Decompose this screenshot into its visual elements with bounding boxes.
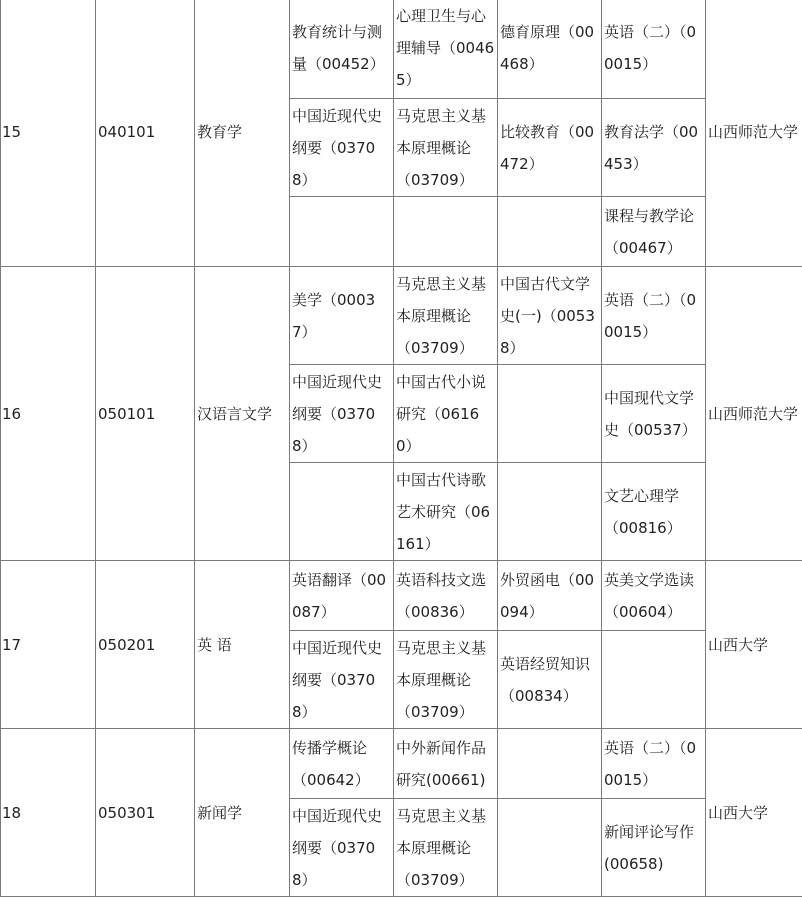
course-cell: 中国近现代史纲要（03708） (290, 365, 394, 463)
course-cell (498, 463, 602, 561)
host-school: 山西师范大学 (706, 267, 802, 561)
course-cell: 英美文学选读（00604） (602, 561, 706, 631)
course-cell: 马克思主义基本原理概论（03709） (394, 267, 498, 365)
table-row (1, 561, 802, 631)
course-cell: 美学（00037） (290, 267, 394, 365)
major-name: 汉语言文学 (195, 267, 290, 561)
major-code: 050101 (96, 267, 195, 561)
host-school: 山西大学 (706, 729, 802, 897)
row-number: 18 (1, 729, 96, 897)
major-name: 英 语 (195, 561, 290, 729)
course-cell: 文艺心理学（00816） (602, 463, 706, 561)
course-cell: 中国古代文学史(一)（00538） (498, 267, 602, 365)
course-cell: 外贸函电（00094） (498, 561, 602, 631)
table-row (1, 729, 802, 799)
course-cell: 马克思主义基本原理概论（03709） (394, 631, 498, 729)
course-cell: 英语翻译（00087） (290, 561, 394, 631)
course-cell (290, 197, 394, 267)
row-number: 17 (1, 561, 96, 729)
host-school: 山西大学 (706, 561, 802, 729)
course-cell: 马克思主义基本原理概论（03709） (394, 799, 498, 897)
course-cell: 英语（二）（00015） (602, 267, 706, 365)
course-cell (394, 197, 498, 267)
course-cell: 英语（二）（00015） (602, 729, 706, 799)
course-cell (290, 463, 394, 561)
major-code: 050301 (96, 729, 195, 897)
major-code: 040101 (96, 0, 195, 267)
course-cell: 中国古代小说研究（06160） (394, 365, 498, 463)
course-cell: 英语经贸知识（00834） (498, 631, 602, 729)
table-row (1, 0, 802, 99)
course-cell: 传播学概论（00642） (290, 729, 394, 799)
table-row (1, 267, 802, 365)
row-number: 16 (1, 267, 96, 561)
course-cell: 中国近现代史纲要（03708） (290, 631, 394, 729)
course-cell: 新闻评论写作(00658) (602, 799, 706, 897)
course-cell (602, 631, 706, 729)
course-cell: 中国近现代史纲要（03708） (290, 99, 394, 197)
major-name: 新闻学 (195, 729, 290, 897)
major-name: 教育学 (195, 0, 290, 267)
course-cell: 课程与教学论（00467） (602, 197, 706, 267)
course-cell: 英语（二）（00015） (602, 0, 706, 99)
course-cell (498, 197, 602, 267)
course-cell: 比较教育（00472） (498, 99, 602, 197)
course-cell: 心理卫生与心理辅导（00465） (394, 0, 498, 99)
course-cell (498, 365, 602, 463)
course-cell: 教育统计与测量（00452） (290, 0, 394, 99)
course-cell (498, 729, 602, 799)
course-cell: 马克思主义基本原理概论（03709） (394, 99, 498, 197)
host-school: 山西师范大学 (706, 0, 802, 267)
major-code: 050201 (96, 561, 195, 729)
course-cell: 英语科技文选（00836） (394, 561, 498, 631)
course-cell: 中国近现代史纲要（03708） (290, 799, 394, 897)
row-number: 15 (1, 0, 96, 267)
course-cell: 教育法学（00453） (602, 99, 706, 197)
course-cell (498, 799, 602, 897)
course-cell: 中国古代诗歌艺术研究（06161） (394, 463, 498, 561)
course-cell: 中国现代文学史（00537） (602, 365, 706, 463)
course-cell: 中外新闻作品研究(00661) (394, 729, 498, 799)
course-cell: 德育原理（00468） (498, 0, 602, 99)
